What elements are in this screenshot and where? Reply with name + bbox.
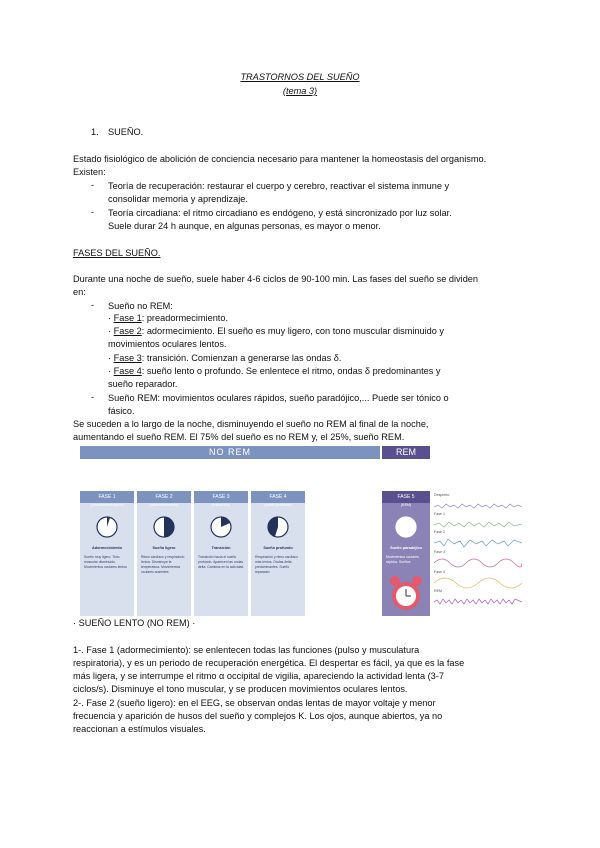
phase-card-label: Adormecimiento bbox=[92, 546, 122, 550]
phase-card bbox=[80, 491, 134, 616]
phases-intro-line-2: en: bbox=[73, 287, 86, 297]
section-heading: SUEÑO. bbox=[108, 127, 144, 137]
phase-card-title: FASE 3 bbox=[194, 491, 248, 503]
rem-card bbox=[382, 491, 430, 616]
intro-line-1: Estado fisiológico de abolición de conciencia necesario para mantener la homeostasis del organismo. bbox=[73, 154, 487, 164]
phases-intro-line-1: Durante una noche de sueño, suele haber 4-6 ciclos de 90-100 min. Las fases del sueño se dividen bbox=[73, 274, 479, 284]
nrem-item: Sueño no REM: bbox=[108, 301, 173, 311]
alarm-clock-icon bbox=[388, 573, 424, 613]
theory-2-line-2: Suele durar 24 h aunque, en algunas personas, es mayor o menor. bbox=[108, 221, 381, 231]
theory-1-line-1: Teoría de recuperación: restaurar el cuerpo y cerebro, reactivar el sistema inmune y bbox=[108, 181, 450, 191]
fase-2-cont: movimientos oculares lentos. bbox=[108, 339, 227, 349]
section-number: 1. bbox=[91, 127, 99, 137]
phase-fill-icon bbox=[267, 516, 289, 538]
fase1-para-line: ciclos/s). Disminuye el tono muscular, y se producen movimientos oculares lentos. bbox=[73, 684, 408, 694]
phase-card-sub: (preadormecimiento) bbox=[90, 503, 124, 507]
rem-card-title: FASE 5 bbox=[382, 491, 430, 503]
fase-2-line: · Fase 2: adormecimiento. El sueño es muy ligero, con tono muscular disminuido y bbox=[108, 326, 445, 336]
theory-1-line-2: consolidar memoria y aprendizaje. bbox=[108, 194, 248, 204]
phase-card-label: Sueño ligero bbox=[152, 546, 176, 550]
intro-line-2: Existen: bbox=[73, 167, 106, 177]
phase-fill-icon bbox=[153, 516, 175, 538]
eeg-label: Fase 3 bbox=[434, 550, 445, 554]
rem-header: REM bbox=[382, 446, 430, 459]
fase1-para-line: más ligera, y se interrumpe el ritmo α occipital de vigilia, apareciendo la actividad lenta (3-7 bbox=[73, 671, 444, 681]
eeg-label: Fase 2 bbox=[434, 530, 445, 534]
bullet-dash: - bbox=[91, 392, 95, 402]
phase-card bbox=[194, 491, 248, 616]
summary-line-1: Se suceden a lo largo de la noche, disminuyendo el sueño no REM al final de la noche, bbox=[73, 419, 429, 429]
fase-4-line: · Fase 4: sueño lento o profundo. Se enlentece el ritmo, ondas δ predominantes y bbox=[108, 366, 441, 376]
phase-card-sub: (sueño profundo) bbox=[264, 503, 292, 507]
fase-1-line: · Fase 1: preadormecimiento. bbox=[108, 313, 229, 323]
phase-card bbox=[251, 491, 305, 616]
phase-card-sub: (adormecimiento) bbox=[150, 503, 178, 507]
fase1-para-line: 1-. Fase 1 (adormecimiento): se enlentecen todas las funciones (pulso y musculatura bbox=[73, 645, 420, 655]
fase-4-cont: sueño reparador. bbox=[108, 379, 178, 389]
phase-card-sub: (transición) bbox=[212, 503, 230, 507]
phase-fill-icon bbox=[96, 516, 118, 538]
phase-card-desc: Ritmo cardíaco y respiratorio lentos. Disminuye la temperatura. Movimientos oculares ausentes bbox=[141, 555, 185, 574]
eeg-label: REM bbox=[434, 589, 442, 593]
phase-card-desc: Transición hacia el sueño profundo. Aparecen las ondas delta. Cambios en la actividad bbox=[198, 555, 244, 569]
rem-item-line-1: Sueño REM: movimientos oculares rápidos, sueño paradójico,... Puede ser tónico o bbox=[108, 393, 449, 403]
rem-card-sub: (REM) bbox=[400, 503, 412, 507]
fase2-para-line: frecuencia y aparición de husos del sueño y complejos K. Los ojos, aunque abiertos, ya no bbox=[73, 711, 443, 721]
fase1-para-line: respiratoria), y es un periodo de recuperación energética. El despertar es fácil, ya que es la fase bbox=[73, 658, 465, 668]
summary-line-2: aumentando el sueño REM. El 75% del sueño es no REM y, el 25%, sueño REM. bbox=[73, 432, 405, 442]
phase-card-title: FASE 2 bbox=[137, 491, 191, 503]
document-subtitle: (tema 3) bbox=[282, 86, 318, 96]
phase-card-title: FASE 4 bbox=[251, 491, 305, 503]
rem-fill-icon bbox=[395, 516, 417, 538]
rem-card-desc: Movimientos oculares rápidos. Sueños bbox=[386, 555, 419, 564]
sueno-lento-heading: · SUEÑO LENTO (NO REM) · bbox=[73, 618, 196, 628]
theory-2-line-1: Teoría circadiana: el ritmo circadiano es endógeno, y está sincronizado por luz solar. bbox=[108, 208, 452, 218]
eeg-label: Despierto bbox=[434, 493, 450, 497]
eeg-label: Fase 4 bbox=[434, 570, 445, 574]
phases-heading: FASES DEL SUEÑO. bbox=[73, 248, 161, 258]
fase-3-line: · Fase 3: transición. Comienzan a generarse las ondas δ. bbox=[108, 353, 342, 363]
phase-card-label: Transición bbox=[211, 546, 231, 550]
phase-card-label: Sueño profundo bbox=[263, 546, 293, 550]
rem-card-label: Sueño paradójico bbox=[390, 546, 422, 550]
phase-fill-icon bbox=[210, 516, 232, 538]
bullet-dash: - bbox=[91, 180, 95, 190]
sleep-phases-figure bbox=[80, 446, 522, 618]
bullet-dash: - bbox=[91, 300, 95, 310]
rem-item-line-2: fásico. bbox=[108, 406, 135, 416]
eeg-label: Fase 1 bbox=[434, 512, 445, 516]
document-title: TRASTORNOS DEL SUEÑO bbox=[240, 72, 360, 82]
fase2-para-line: 2-. Fase 2 (sueño ligero): en el EEG, se observan ondas lentas de mayor voltaje y menor bbox=[73, 698, 436, 708]
phase-card-desc: Respiración y ritmo cardíaco más lentos. Ondas delta predominantes. Sueño reparador bbox=[255, 555, 298, 574]
phase-card-desc: Sueño muy ligero. Tono muscular disminuido. Movimientos oculares lentos bbox=[84, 555, 127, 569]
fase2-para-line: reaccionan a estímulos visuales. bbox=[73, 724, 206, 734]
phase-card bbox=[137, 491, 191, 616]
eeg-traces bbox=[434, 501, 522, 616]
phase-card-title: FASE 1 bbox=[80, 491, 134, 503]
bullet-dash: - bbox=[91, 207, 95, 217]
nrem-header: NO REM bbox=[80, 446, 380, 459]
